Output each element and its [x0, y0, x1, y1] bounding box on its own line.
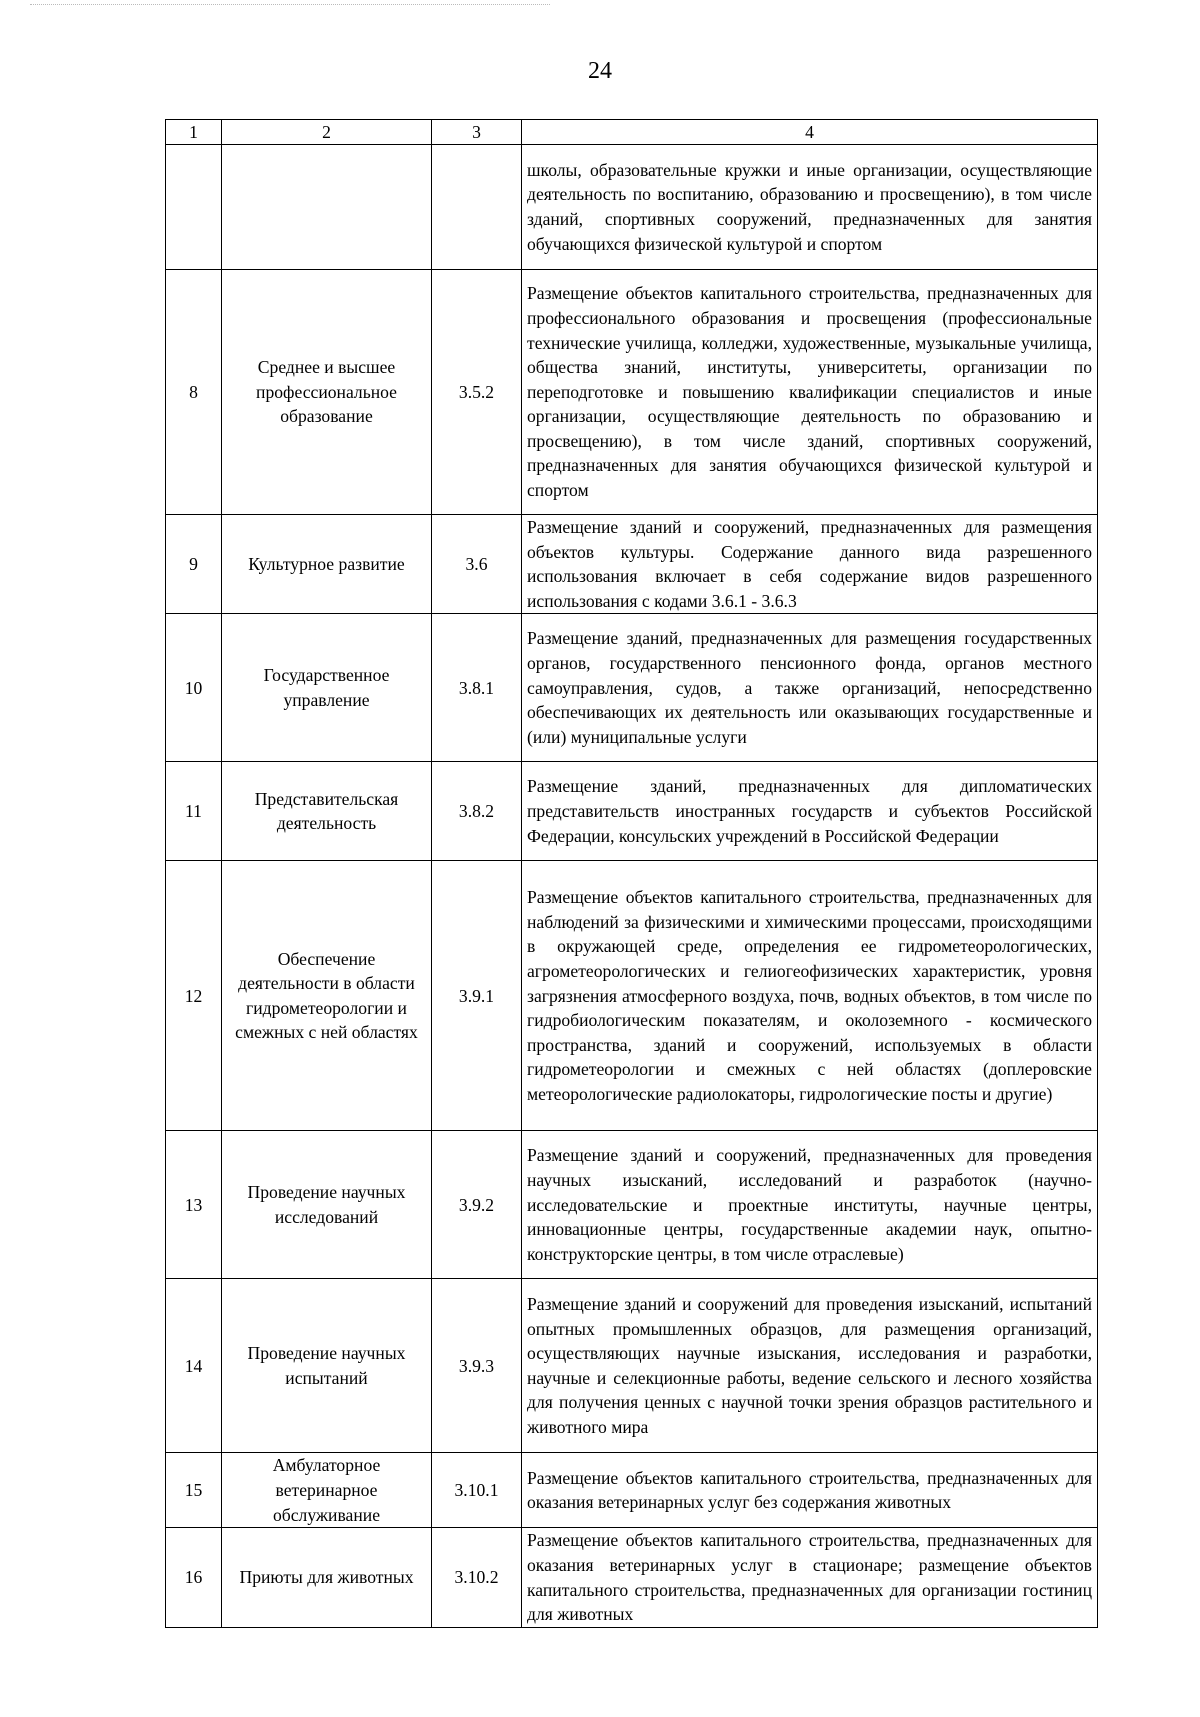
row-number: 15: [166, 1453, 222, 1528]
use-type-name: Амбулаторное ветеринарное обслуживание: [222, 1453, 432, 1528]
scan-artifact: [30, 4, 550, 7]
use-type-name: Представительская деятельность: [222, 762, 432, 861]
column-header-4: 4: [522, 120, 1098, 145]
use-type-description: Размещение зданий, предназначенных для дипломатических представительств иностранных государств и субъектов Российской Федерации, консульских учреждений в Российской Федерации: [522, 762, 1098, 861]
use-type-name: Обеспечение деятельности в области гидрометеорологии и смежных с ней областях: [222, 861, 432, 1131]
use-type-description: Размещение объектов капитального строительства, предназначенных для оказания ветеринарных услуг без содержания животных: [522, 1453, 1098, 1528]
use-type-description: Размещение зданий и сооружений, предназначенных для проведения научных изысканий, исследований и разработок (научно-исследовательские и проектные институты, научные центры, инновационные центры, государственные академии наук, опытно-конструкторские центры, в том числе отраслевые): [522, 1131, 1098, 1279]
row-number: 10: [166, 614, 222, 762]
use-type-description: Размещение объектов капитального строительства, предназначенных для профессионального образования и просвещения (профессиональные технические училища, колледжи, художественные, музыкальные училища, общества знаний, институты, университеты, организации по переподготовке и повышению квалификации специалистов и иные организации, осуществляющие деятельность по образованию и просвещению), в том числе зданий, спортивных сооружений, предназначенных для занятия обучающихся физической культурой и спортом: [522, 270, 1098, 515]
table-row: [166, 145, 1098, 270]
table-row: [166, 861, 1098, 1131]
row-number: 14: [166, 1279, 222, 1453]
page-number: 24: [588, 58, 612, 84]
row-number: 13: [166, 1131, 222, 1279]
use-type-description: Размещение объектов капитального строительства, предназначенных для оказания ветеринарных услуг в стационаре; размещение объектов капитального строительства, предназначенных для организации гостиниц для животных: [522, 1528, 1098, 1627]
use-type-code: 3.9.1: [432, 861, 522, 1131]
row-number: 12: [166, 861, 222, 1131]
use-type-description: Размещение зданий и сооружений, предназначенных для размещения объектов культуры. Содержание данного вида разрешенного использования включает в себя содержание видов разрешенного использования с кодами 3.6.1 - 3.6.3: [522, 515, 1098, 614]
column-header-2: 2: [222, 120, 432, 145]
use-type-code: 3.10.1: [432, 1453, 522, 1528]
use-type-code: 3.8.2: [432, 762, 522, 861]
use-type-description: Размещение зданий и сооружений для проведения изысканий, испытаний опытных промышленных образцов, для размещения организаций, осуществляющих научные изыскания, исследования и разработки, научные и селекционные работы, ведение сельского и лесного хозяйства для получения ценных с научной точки зрения образцов растительного и животного мира: [522, 1279, 1098, 1453]
use-type-code: [432, 145, 522, 270]
use-type-code: 3.6: [432, 515, 522, 614]
use-type-code: 3.9.2: [432, 1131, 522, 1279]
use-type-code: 3.5.2: [432, 270, 522, 515]
use-type-code: 3.10.2: [432, 1528, 522, 1627]
use-type-name: Культурное развитие: [222, 515, 432, 614]
land-use-table: [165, 119, 1098, 1628]
use-type-description: школы, образовательные кружки и иные организации, осуществляющие деятельность по воспитанию, образованию и просвещению), в том числе зданий, спортивных сооружений, предназначенных для занятия обучающихся физической культурой и спортом: [522, 145, 1098, 270]
table-row: [166, 1279, 1098, 1453]
use-type-code: 3.9.3: [432, 1279, 522, 1453]
row-number: 16: [166, 1528, 222, 1627]
row-number: [166, 145, 222, 270]
table-row: [166, 1131, 1098, 1279]
use-type-code: 3.8.1: [432, 614, 522, 762]
use-type-name: [222, 145, 432, 270]
table-row: [166, 762, 1098, 861]
column-header-1: 1: [166, 120, 222, 145]
use-type-name: Среднее и высшее профессиональное образование: [222, 270, 432, 515]
use-type-description: Размещение зданий, предназначенных для размещения государственных органов, государственного пенсионного фонда, органов местного самоуправления, судов, а также организаций, непосредственно обеспечивающих их деятельность или оказывающих государственные и (или) муниципальные услуги: [522, 614, 1098, 762]
row-number: 9: [166, 515, 222, 614]
use-type-name: Проведение научных испытаний: [222, 1279, 432, 1453]
table-row: [166, 270, 1098, 515]
column-header-3: 3: [432, 120, 522, 145]
use-type-description: Размещение объектов капитального строительства, предназначенных для наблюдений за физическими и химическими процессами, происходящими в окружающей среде, определения ее гидрометеорологических, агрометеорологических и гелиогеофизических характеристик, уровня загрязнения атмосферного воздуха, почв, водных объектов, в том числе по гидробиологическим показателям, и околоземного - космического пространства, зданий и сооружений, используемых в области гидрометеорологии и смежных с ней областях (доплеровские метеорологические радиолокаторы, гидрологические посты и другие): [522, 861, 1098, 1131]
table-row: [166, 1528, 1098, 1627]
use-type-name: Проведение научных исследований: [222, 1131, 432, 1279]
table-row: [166, 614, 1098, 762]
table-row: [166, 515, 1098, 614]
use-type-name: Государственное управление: [222, 614, 432, 762]
table-header-row: [166, 120, 1098, 145]
row-number: 8: [166, 270, 222, 515]
table-row: [166, 1453, 1098, 1528]
use-type-name: Приюты для животных: [222, 1528, 432, 1627]
row-number: 11: [166, 762, 222, 861]
